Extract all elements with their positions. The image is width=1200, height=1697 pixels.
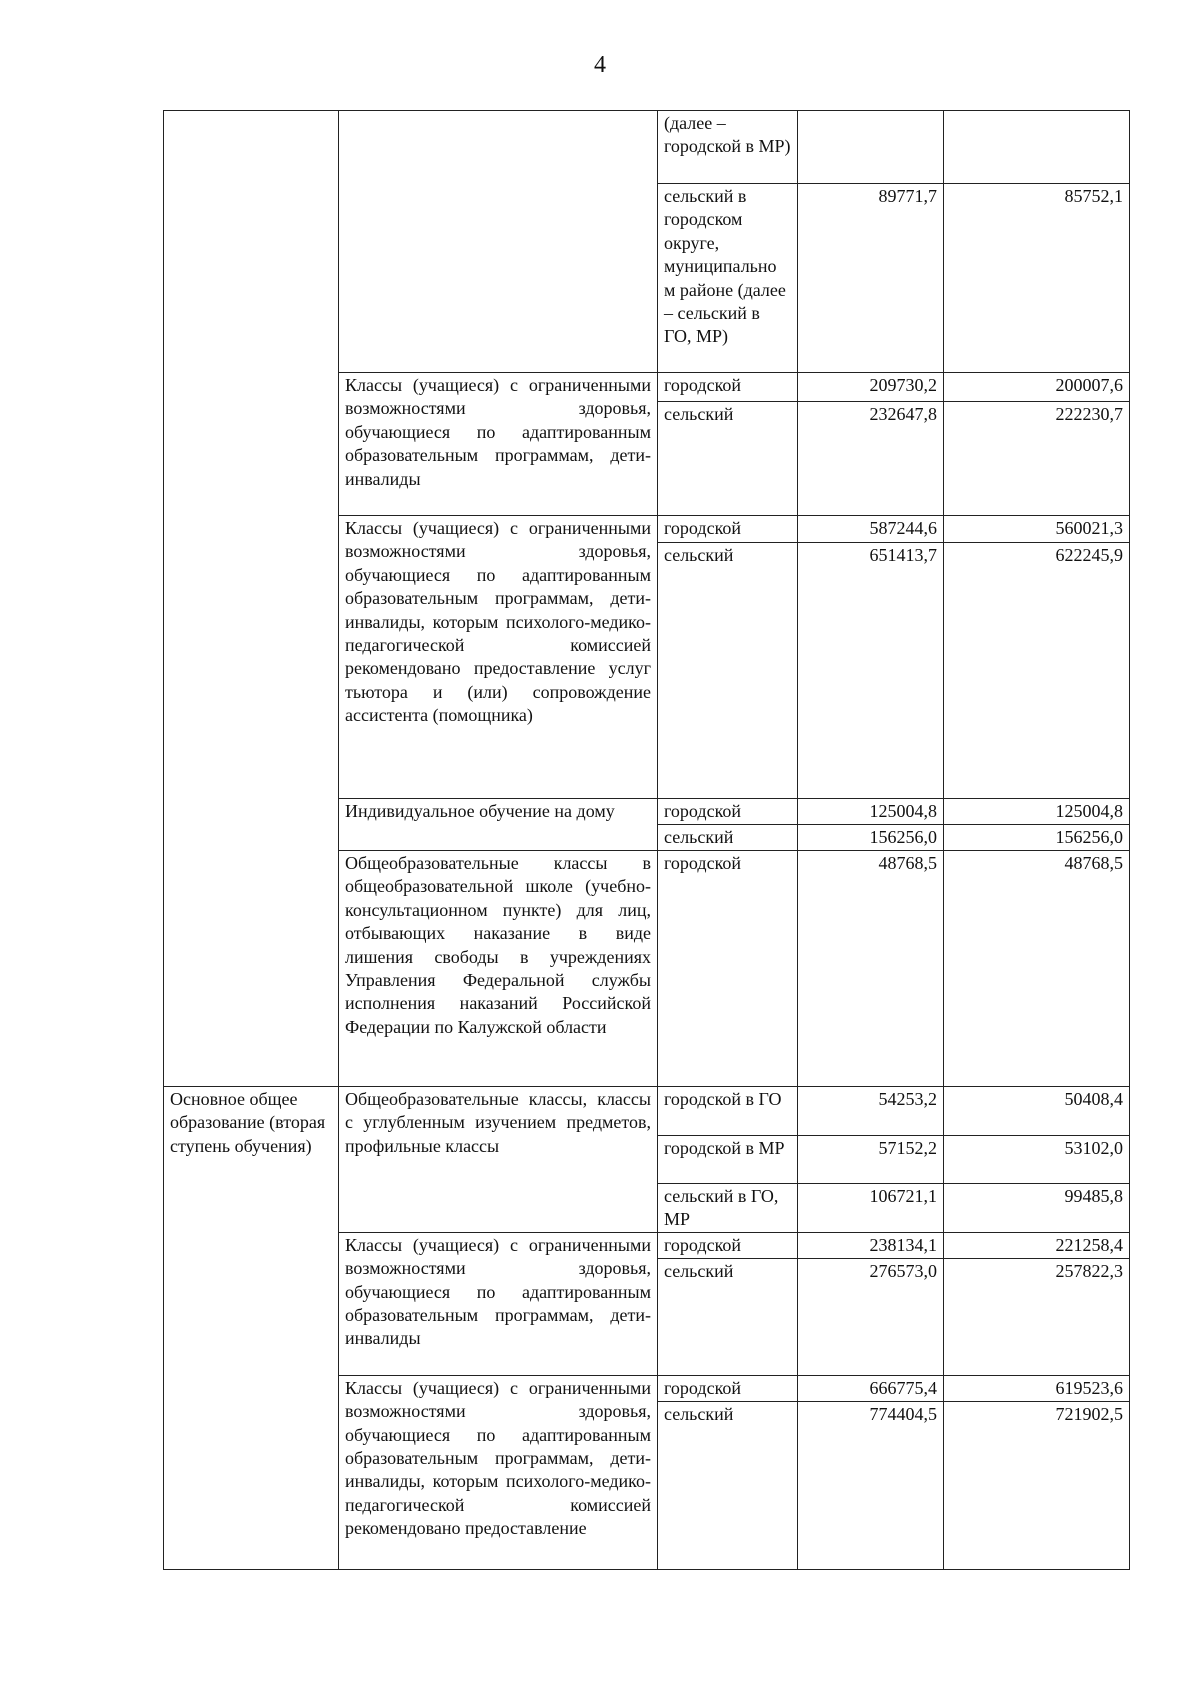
norm-value-2: 48768,5 <box>944 851 1130 1087</box>
norm-value-1: 54253,2 <box>798 1087 944 1136</box>
norm-value-1: 125004,8 <box>798 799 944 825</box>
norm-value-1: 651413,7 <box>798 543 944 799</box>
area-type-cell: сельский <box>658 825 798 851</box>
norm-value-2: 156256,0 <box>944 825 1130 851</box>
area-type-cell: сельский <box>658 1401 798 1569</box>
area-type-cell: городской в ГО <box>658 1087 798 1136</box>
area-type-cell: сельский <box>658 543 798 799</box>
norm-value-2: 50408,4 <box>944 1087 1130 1136</box>
norm-value-2: 200007,6 <box>944 373 1130 402</box>
area-type-cell: городской <box>658 799 798 825</box>
area-type-cell: городской <box>658 373 798 402</box>
area-type-cell: городской в МР <box>658 1136 798 1184</box>
area-type-cell: сельский в ГО, МР <box>658 1184 798 1233</box>
norm-value-1: 666775,4 <box>798 1375 944 1401</box>
norm-value-1: 89771,7 <box>798 184 944 373</box>
page-number: 4 <box>594 52 606 78</box>
area-type-cell: сельский <box>658 1258 798 1375</box>
norm-value-1: 57152,2 <box>798 1136 944 1184</box>
norm-value-2: 622245,9 <box>944 543 1130 799</box>
area-type-cell: (далее – городской в МР) <box>658 111 798 184</box>
norm-value-1: 232647,8 <box>798 402 944 516</box>
area-type-cell: городской <box>658 1375 798 1401</box>
norm-value-2 <box>944 111 1130 184</box>
level-cell: Основное общее образование (вторая ступень обучения) <box>164 1087 339 1570</box>
area-type-cell: городской <box>658 516 798 543</box>
norm-value-2: 125004,8 <box>944 799 1130 825</box>
category-cell: Классы (учащиеся) с ограниченными возможностями здоровья, обучающиеся по адаптированным образовательным программам, дети-инвалиды <box>339 373 658 516</box>
category-cell: Индивидуальное обучение на дому <box>339 799 658 851</box>
norm-value-1 <box>798 111 944 184</box>
norm-value-1: 106721,1 <box>798 1184 944 1233</box>
category-cell: Общеобразовательные классы, классы с углубленным изучением предметов, профильные классы <box>339 1087 658 1233</box>
norm-value-2: 85752,1 <box>944 184 1130 373</box>
norm-value-1: 209730,2 <box>798 373 944 402</box>
category-cell: Классы (учащиеся) с ограниченными возможностями здоровья, обучающиеся по адаптированным образовательным программам, дети-инвалиды, которым психолого-медико-педагогической комиссией рекомендовано предоставление <box>339 1375 658 1569</box>
norm-value-2: 257822,3 <box>944 1258 1130 1375</box>
norm-value-2: 619523,6 <box>944 1375 1130 1401</box>
area-type-cell: городской <box>658 851 798 1087</box>
norm-value-2: 560021,3 <box>944 516 1130 543</box>
norm-value-1: 48768,5 <box>798 851 944 1087</box>
funding-table <box>163 110 1130 1570</box>
norm-value-1: 238134,1 <box>798 1232 944 1258</box>
area-type-cell: городской <box>658 1232 798 1258</box>
norm-value-2: 721902,5 <box>944 1401 1130 1569</box>
category-cell <box>339 111 658 373</box>
table-row <box>164 111 1130 184</box>
norm-value-2: 221258,4 <box>944 1232 1130 1258</box>
category-cell: Классы (учащиеся) с ограниченными возможностями здоровья, обучающиеся по адаптированным образовательным программам, дети-инвалиды, которым психолого-медико-педагогической комиссией рекомендовано предоставление услуг тьютора и (или) сопровождение ассистента (помощника) <box>339 516 658 799</box>
norm-value-2: 222230,7 <box>944 402 1130 516</box>
category-cell: Общеобразовательные классы в общеобразовательной школе (учебно-консультационном пункте) для лиц, отбывающих наказание в виде лишения свободы в учреждениях Управления Федеральной службы исполнения наказаний Российской Федерации по Калужской области <box>339 851 658 1087</box>
area-type-cell: сельский <box>658 402 798 516</box>
norm-value-2: 53102,0 <box>944 1136 1130 1184</box>
norm-value-2: 99485,8 <box>944 1184 1130 1233</box>
level-cell <box>164 111 339 1087</box>
norm-value-1: 774404,5 <box>798 1401 944 1569</box>
norm-value-1: 156256,0 <box>798 825 944 851</box>
norm-value-1: 276573,0 <box>798 1258 944 1375</box>
norm-value-1: 587244,6 <box>798 516 944 543</box>
table-row <box>164 1087 1130 1136</box>
category-cell: Классы (учащиеся) с ограниченными возможностями здоровья, обучающиеся по адаптированным образовательным программам, дети-инвалиды <box>339 1232 658 1375</box>
area-type-cell: сельский в городском округе, муниципально м районе (далее – сельский в ГО, МР) <box>658 184 798 373</box>
